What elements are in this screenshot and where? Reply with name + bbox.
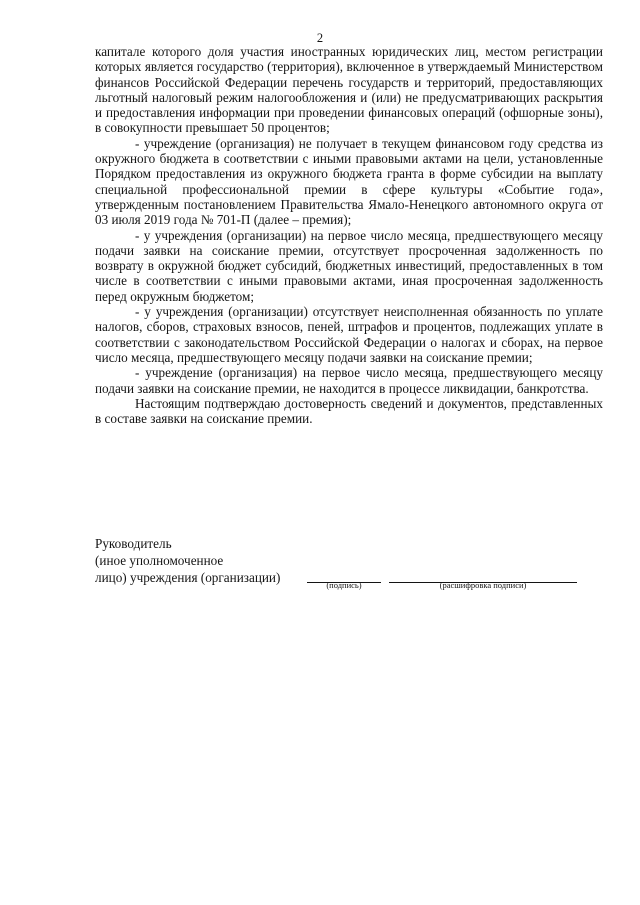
signatory-title-line-3: лицо) учреждения (организации) — [95, 570, 281, 585]
name-decoding-caption: (расшифровка подписи) — [439, 580, 527, 590]
paragraph-no-tax-obligations: - у учреждения (организации) отсутствует неисполненная обязанность по уплате налогов, сборов, страховых взносов, пеней, штрафов и процентов, подлежащих уплате в соответствии с законодательством Российской Федерации о налогах и сборах, на первое число месяца, предшествующего месяцу подачи заявки на соискание премии; — [95, 304, 603, 365]
signatory-title-line-2: (иное уполномоченное — [95, 553, 224, 568]
signature-caption: (подпись) — [326, 580, 362, 590]
document-body — [95, 44, 603, 426]
paragraph-no-budget-funds: - учреждение (организация) не получает в текущем финансовом году средства из окружного бюджета в соответствии с иными правовыми актами на цели, установленные Порядком предоставления из окружного бюджета гранта в форме субсидии на выплату специальной профессиональной премии в сфере культуры «Событие года», утвержденным постановлением Правительства Ямало-Ненецкого автономного округа от 03 июля 2019 года № 701-П (далее – премия); — [95, 135, 603, 228]
paragraph-not-in-liquidation: - учреждение (организация) на первое число месяца, предшествующего месяцу подачи заявки на соискание премии, не находится в процессе ликвидации, банкротства. — [95, 365, 603, 396]
page-number: 2 — [316, 31, 324, 45]
paragraph-confirmation: Настоящим подтверждаю достоверность сведений и документов, представленных в составе заявки на соискание премии. — [95, 395, 603, 427]
signature-block — [95, 535, 615, 590]
signatory-title-line-1: Руководитель — [95, 536, 172, 551]
paragraph-no-overdue-debt: - у учреждения (организации) на первое число месяца, предшествующего месяцу подачи заявки на соискание премии, отсутствует просроченная задолженность по возврату в окружной бюджет субсидий, бюджетных инвестиций, предоставленных в том числе в соответствии с иными правовыми актами, иная просроченная задолженность перед окружным бюджетом; — [95, 227, 603, 304]
paragraph-offshore-continuation: капитале которого доля участия иностранных юридических лиц, местом регистрации которых является государство (территория), включенное в утверждаемый Министерством финансов Российской Федерации перечень государств и территорий, предоставляющих льготный налоговый режим налогообложения и (или) не предусматривающих раскрытия и предоставления информации при проведении финансовых операций (офшорные зоны), в совокупности превышает 50 процентов; — [95, 44, 603, 136]
